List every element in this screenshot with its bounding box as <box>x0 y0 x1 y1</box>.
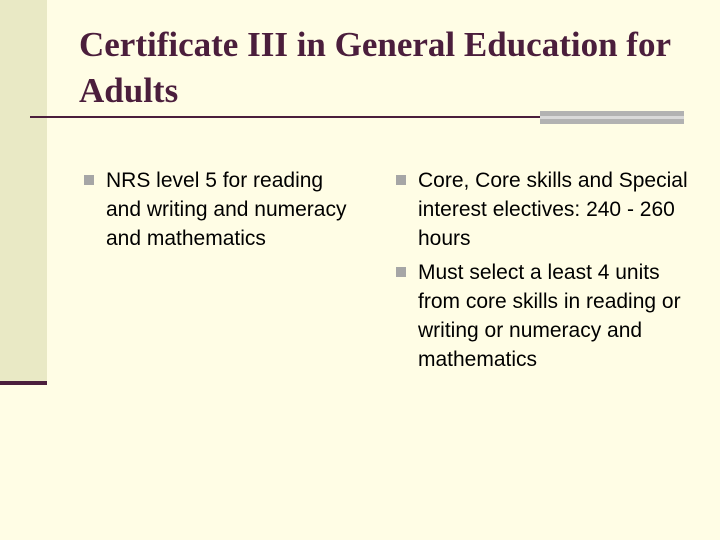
square-bullet-icon <box>396 175 406 185</box>
right-column <box>394 166 694 379</box>
bullet-text: Core, Core skills and Special interest electives: 240 - 260 hours <box>418 169 688 250</box>
left-decor-underline <box>0 381 47 385</box>
left-decor-bar <box>0 0 47 381</box>
bullet-text: Must select a least 4 units from core skills in reading or writing or numeracy and mathematics <box>418 261 681 371</box>
list-item <box>82 166 362 253</box>
list-item <box>394 166 694 253</box>
square-bullet-icon <box>84 175 94 185</box>
title-divider-accent <box>540 111 684 124</box>
list-item <box>394 258 694 374</box>
square-bullet-icon <box>396 267 406 277</box>
bullet-text: NRS level 5 for reading and writing and numeracy and mathematics <box>106 169 347 250</box>
slide-title: Certificate III in General Education for Adults <box>79 25 671 110</box>
left-column <box>82 166 362 258</box>
